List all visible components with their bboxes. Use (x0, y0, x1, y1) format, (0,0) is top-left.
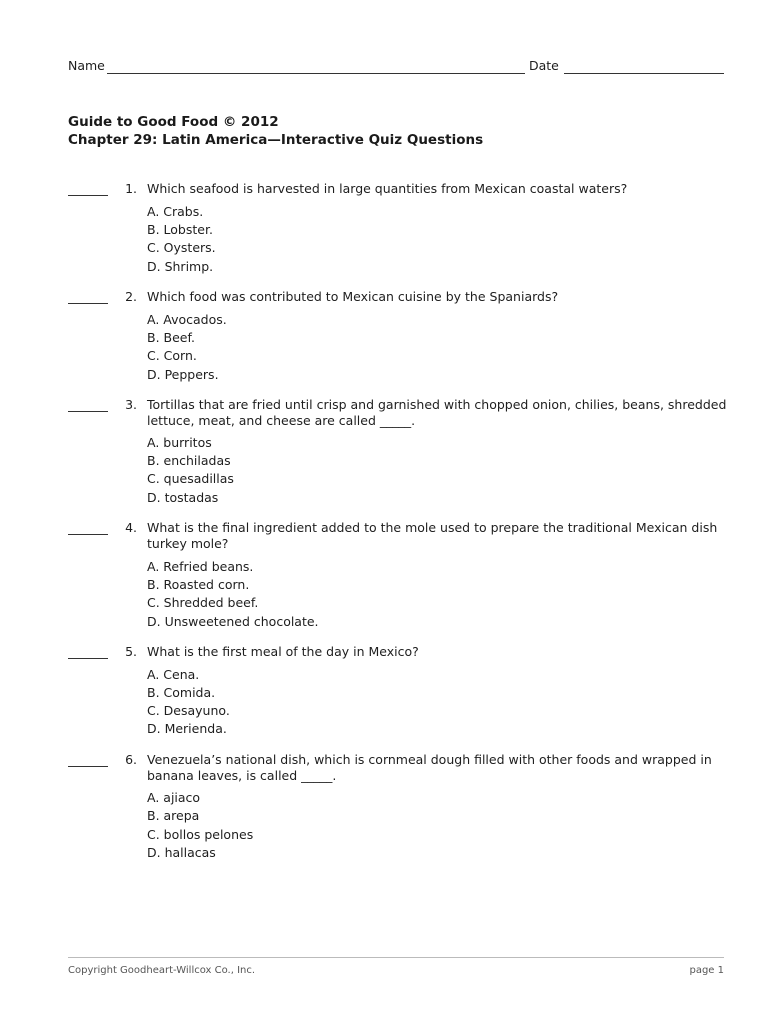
answer-blank[interactable] (68, 411, 108, 412)
answer-choice: A. ajiaco (147, 790, 201, 805)
answer-choice: C. quesadillas (147, 471, 234, 486)
date-label: Date (529, 58, 559, 73)
question-number: 2. (125, 289, 137, 304)
answer-blank[interactable] (68, 303, 108, 304)
question-text: Venezuela’s national dish, which is cornmeal dough filled with other foods and wrapped in banana leaves, is called _____. (147, 752, 712, 783)
answer-blank[interactable] (68, 766, 108, 767)
page-number: page 1 (689, 965, 724, 976)
question-number: 5. (125, 644, 137, 659)
answer-blank[interactable] (68, 195, 108, 196)
chapter-title: Chapter 29: Latin America—Interactive Quiz Questions (68, 132, 484, 148)
answer-choice: B. enchiladas (147, 453, 231, 468)
name-field[interactable] (107, 73, 525, 74)
answer-choice: A. Cena. (147, 667, 200, 682)
question-text: Tortillas that are fried until crisp and garnished with chopped onion, chilies, beans, shredded lettuce, meat, and cheese are called _____. (147, 397, 727, 428)
answer-choice: A. Crabs. (147, 204, 204, 219)
footer-divider (68, 957, 724, 958)
answer-choice: A. Refried beans. (147, 559, 254, 574)
answer-choice: C. Oysters. (147, 240, 216, 255)
answer-choice: B. arepa (147, 808, 200, 823)
question-text: Which seafood is harvested in large quantities from Mexican coastal waters? (147, 181, 628, 196)
question-number: 6. (125, 752, 137, 767)
answer-choice: D. Merienda. (147, 721, 227, 736)
answer-choice: C. bollos pelones (147, 827, 254, 842)
answer-choice: B. Comida. (147, 685, 216, 700)
answer-choice: D. Shrimp. (147, 259, 214, 274)
answer-choice: D. hallacas (147, 845, 216, 860)
answer-choice: B. Roasted corn. (147, 577, 250, 592)
question-text: What is the first meal of the day in Mexico? (147, 644, 419, 659)
date-field[interactable] (564, 73, 724, 74)
document-title: Guide to Good Food © 2012 (68, 114, 279, 130)
answer-choice: A. burritos (147, 435, 212, 450)
answer-blank[interactable] (68, 658, 108, 659)
answer-choice: C. Corn. (147, 348, 197, 363)
answer-choice: D. tostadas (147, 490, 219, 505)
answer-blank[interactable] (68, 534, 108, 535)
answer-choice: A. Avocados. (147, 312, 227, 327)
question-number: 4. (125, 520, 137, 535)
copyright-text: Copyright Goodheart-Willcox Co., Inc. (68, 965, 256, 976)
answer-choice: C. Desayuno. (147, 703, 230, 718)
answer-choice: C. Shredded beef. (147, 595, 259, 610)
question-number: 1. (125, 181, 137, 196)
answer-choice: D. Unsweetened chocolate. (147, 614, 319, 629)
question-number: 3. (125, 397, 137, 412)
question-text: What is the final ingredient added to the mole used to prepare the traditional Mexican dish turkey mole? (147, 520, 718, 551)
answer-choice: B. Lobster. (147, 222, 213, 237)
question-text: Which food was contributed to Mexican cuisine by the Spaniards? (147, 289, 559, 304)
answer-choice: D. Peppers. (147, 367, 219, 382)
answer-choice: B. Beef. (147, 330, 195, 345)
name-label: Name (68, 58, 105, 73)
